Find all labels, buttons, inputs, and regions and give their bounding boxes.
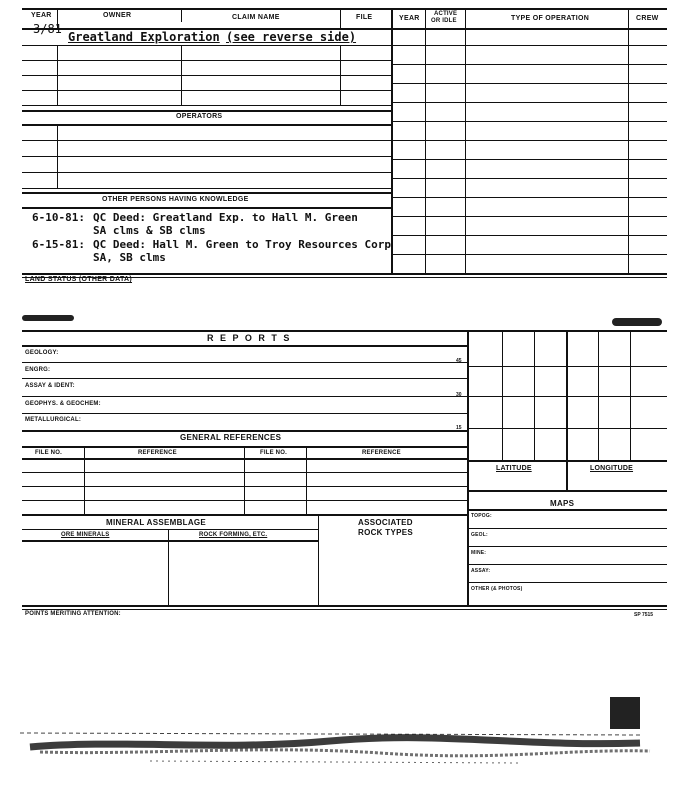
map-row-label: TOPOG: bbox=[471, 513, 492, 519]
other-persons-header: OTHER PERSONS HAVING KNOWLEDGE bbox=[102, 196, 249, 203]
owner-note: (see reverse side) bbox=[226, 30, 357, 44]
header-file: FILE bbox=[356, 14, 373, 21]
report-row-num: 45 bbox=[456, 358, 462, 364]
ore-minerals-label: ORE MINERALS bbox=[61, 532, 110, 538]
scan-smudge bbox=[612, 318, 662, 326]
scan-noise-band bbox=[0, 725, 678, 765]
header-active-2: OR IDLE bbox=[431, 18, 457, 24]
map-row-label: MINE: bbox=[471, 550, 487, 556]
report-row-num: 15 bbox=[456, 425, 462, 431]
entry-date: 6-15-81: bbox=[32, 238, 85, 251]
header-type-of-operation: TYPE OF OPERATION bbox=[511, 15, 590, 22]
ref-col-reference: REFERENCE bbox=[362, 450, 401, 456]
rock-forming-label: ROCK FORMING, ETC. bbox=[199, 532, 268, 538]
ref-col-file-no: FILE NO. bbox=[35, 450, 62, 456]
operators-header: OPERATORS bbox=[176, 113, 223, 120]
form-number: SP 7515 bbox=[634, 612, 654, 618]
longitude-label: LONGITUDE bbox=[590, 465, 634, 472]
map-row-label: GEOL: bbox=[471, 532, 488, 538]
header-claim-name: CLAIM NAME bbox=[232, 14, 280, 21]
map-row-label: ASSAY: bbox=[471, 568, 491, 574]
report-row-label: METALLURGICAL: bbox=[25, 417, 82, 423]
associated-rock-types-1: ASSOCIATED bbox=[358, 518, 413, 527]
report-row-label: ASSAY & IDENT: bbox=[25, 383, 75, 389]
report-row-num: 30 bbox=[456, 392, 462, 398]
latitude-label: LATITUDE bbox=[496, 465, 532, 472]
entry-line: QC Deed: Greatland Exp. to Hall M. Green bbox=[93, 211, 358, 224]
mineral-assemblage-title: MINERAL ASSEMBLAGE bbox=[106, 518, 207, 527]
owner-name: Greatland Exploration bbox=[68, 30, 220, 44]
general-references-title: GENERAL REFERENCES bbox=[180, 433, 282, 442]
entry-date: 6-10-81: bbox=[32, 211, 85, 224]
header-year: YEAR bbox=[31, 12, 52, 19]
entry-line: SA, SB clms bbox=[93, 251, 166, 264]
header-crew: CREW bbox=[636, 15, 659, 22]
header-year-2: YEAR bbox=[399, 15, 420, 22]
maps-title: MAPS bbox=[550, 499, 575, 508]
scan-smudge bbox=[22, 315, 74, 321]
report-row-label: ENGRG: bbox=[25, 367, 51, 373]
map-row-label: OTHER (& PHOTOS) bbox=[471, 586, 523, 592]
owner-year: 3/81 bbox=[33, 22, 62, 36]
entry-line: SA clms & SB clms bbox=[93, 224, 206, 237]
report-row-label: GEOPHYS. & GEOCHEM: bbox=[25, 401, 101, 407]
land-status-label: LAND STATUS (OTHER DATA) bbox=[25, 276, 133, 283]
ref-col-reference: REFERENCE bbox=[138, 450, 177, 456]
ref-col-file-no: FILE NO. bbox=[260, 450, 287, 456]
reports-title: R E P O R T S bbox=[207, 333, 292, 343]
points-meriting-label: POINTS MERITING ATTENTION: bbox=[25, 611, 121, 617]
report-row-label: GEOLOGY: bbox=[25, 350, 59, 356]
header-active-1: ACTIVE bbox=[434, 11, 458, 17]
header-owner: OWNER bbox=[103, 12, 132, 19]
entry-line: QC Deed: Hall M. Green to Troy Resources Corp bbox=[93, 238, 392, 251]
associated-rock-types-2: ROCK TYPES bbox=[358, 528, 414, 537]
